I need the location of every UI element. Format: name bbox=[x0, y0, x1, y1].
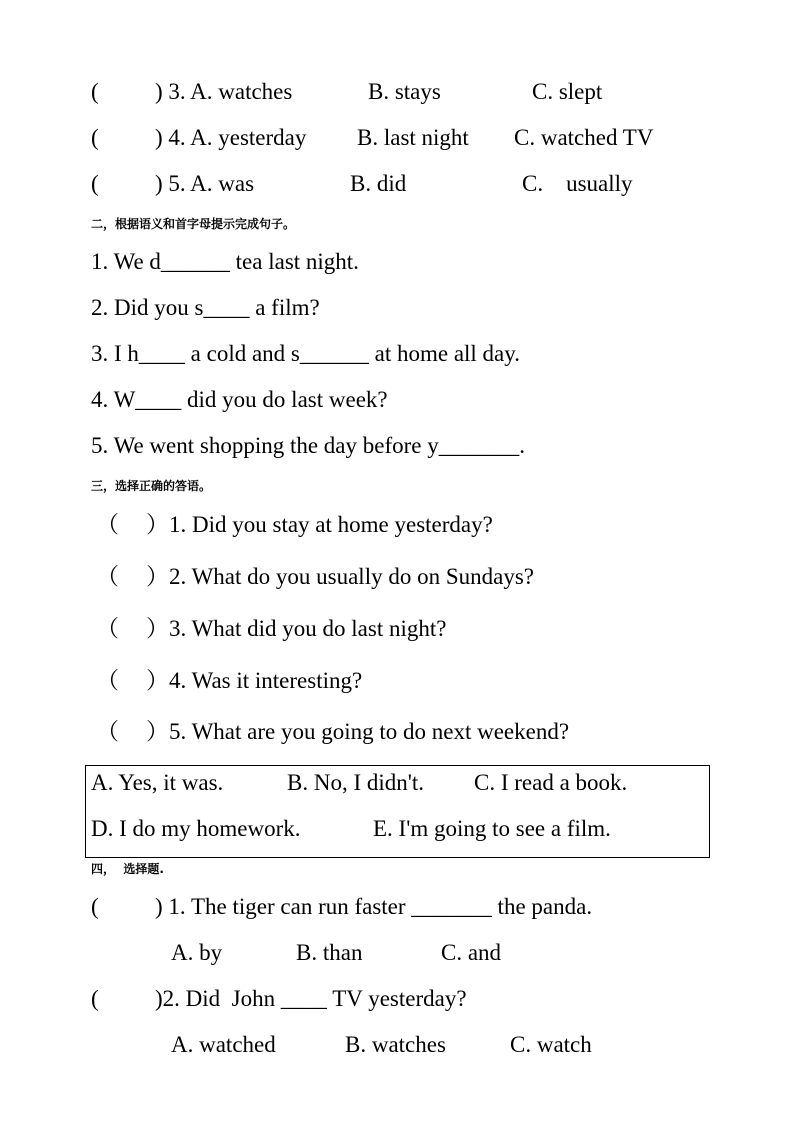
question-text: ) 3. A. watches bbox=[155, 79, 293, 104]
section-heading: 四， 选择题. bbox=[91, 862, 164, 876]
question-text: ）1. Did you stay at home yesterday? bbox=[146, 512, 493, 537]
option-b: B. did bbox=[350, 171, 407, 196]
option-b: B. watches bbox=[345, 1032, 446, 1057]
answer-paren-open: ( bbox=[91, 894, 99, 919]
section-heading: 二，根据语义和首字母提示完成句子。 bbox=[91, 217, 296, 231]
answer-paren-open: （ bbox=[96, 668, 119, 693]
option-c: C. and bbox=[441, 940, 502, 965]
question-text: ）4. Was it interesting? bbox=[146, 668, 363, 693]
answer-option-b: B. No, I didn't. bbox=[287, 770, 425, 795]
answer-paren-open: ( bbox=[91, 171, 99, 196]
answer-paren-open: ( bbox=[91, 79, 99, 104]
question-text: ）2. What do you usually do on Sundays? bbox=[146, 564, 534, 589]
answer-paren-open: （ bbox=[96, 512, 119, 537]
answer-paren-open: ( bbox=[91, 125, 99, 150]
sentence-item: 4. W____ did you do last week? bbox=[91, 387, 388, 412]
option-c: C. watch bbox=[510, 1032, 592, 1057]
answer-paren-open: （ bbox=[96, 564, 119, 589]
answer-option-d: D. I do my homework. bbox=[91, 816, 301, 841]
option-a: A. by bbox=[171, 940, 223, 965]
sentence-item: 1. We d______ tea last night. bbox=[91, 249, 359, 274]
question-text: )2. Did John ____ TV yesterday? bbox=[155, 986, 467, 1011]
options-row bbox=[0, 1031, 794, 1143]
question-text: ）5. What are you going to do next weekend? bbox=[146, 719, 570, 744]
sentence-item: 5. We went shopping the day before y_______. bbox=[91, 433, 526, 458]
option-c: C. slept bbox=[532, 79, 603, 104]
question-text: ) 4. A. yesterday bbox=[155, 125, 307, 150]
answer-option-c: C. I read a book. bbox=[474, 770, 628, 795]
answer-paren-open: （ bbox=[96, 616, 119, 641]
option-b: B. than bbox=[296, 940, 363, 965]
answer-paren-open: （ bbox=[96, 719, 119, 744]
question-row bbox=[0, 170, 794, 310]
option-c: C. watched TV bbox=[514, 125, 654, 150]
answer-paren-open: ( bbox=[91, 986, 99, 1011]
option-a: A. watched bbox=[171, 1032, 276, 1057]
question-text: ）3. What did you do last night? bbox=[146, 616, 447, 641]
answer-row bbox=[0, 815, 794, 899]
option-b: B. last night bbox=[357, 125, 469, 150]
question-text: ) 5. A. was bbox=[155, 171, 255, 196]
option-b: B. stays bbox=[368, 79, 441, 104]
question-text: ) 1. The tiger can run faster _______ the panda. bbox=[155, 894, 593, 919]
sentence-item: 2. Did you s____ a film? bbox=[91, 295, 320, 320]
section-heading: 三，选择正确的答语。 bbox=[91, 479, 212, 493]
sentence-item: 3. I h____ a cold and s______ at home all day. bbox=[91, 341, 521, 366]
answer-option-e: E. I'm going to see a film. bbox=[373, 816, 611, 841]
option-c: C. usually bbox=[522, 171, 633, 196]
answer-option-a: A. Yes, it was. bbox=[91, 770, 224, 795]
